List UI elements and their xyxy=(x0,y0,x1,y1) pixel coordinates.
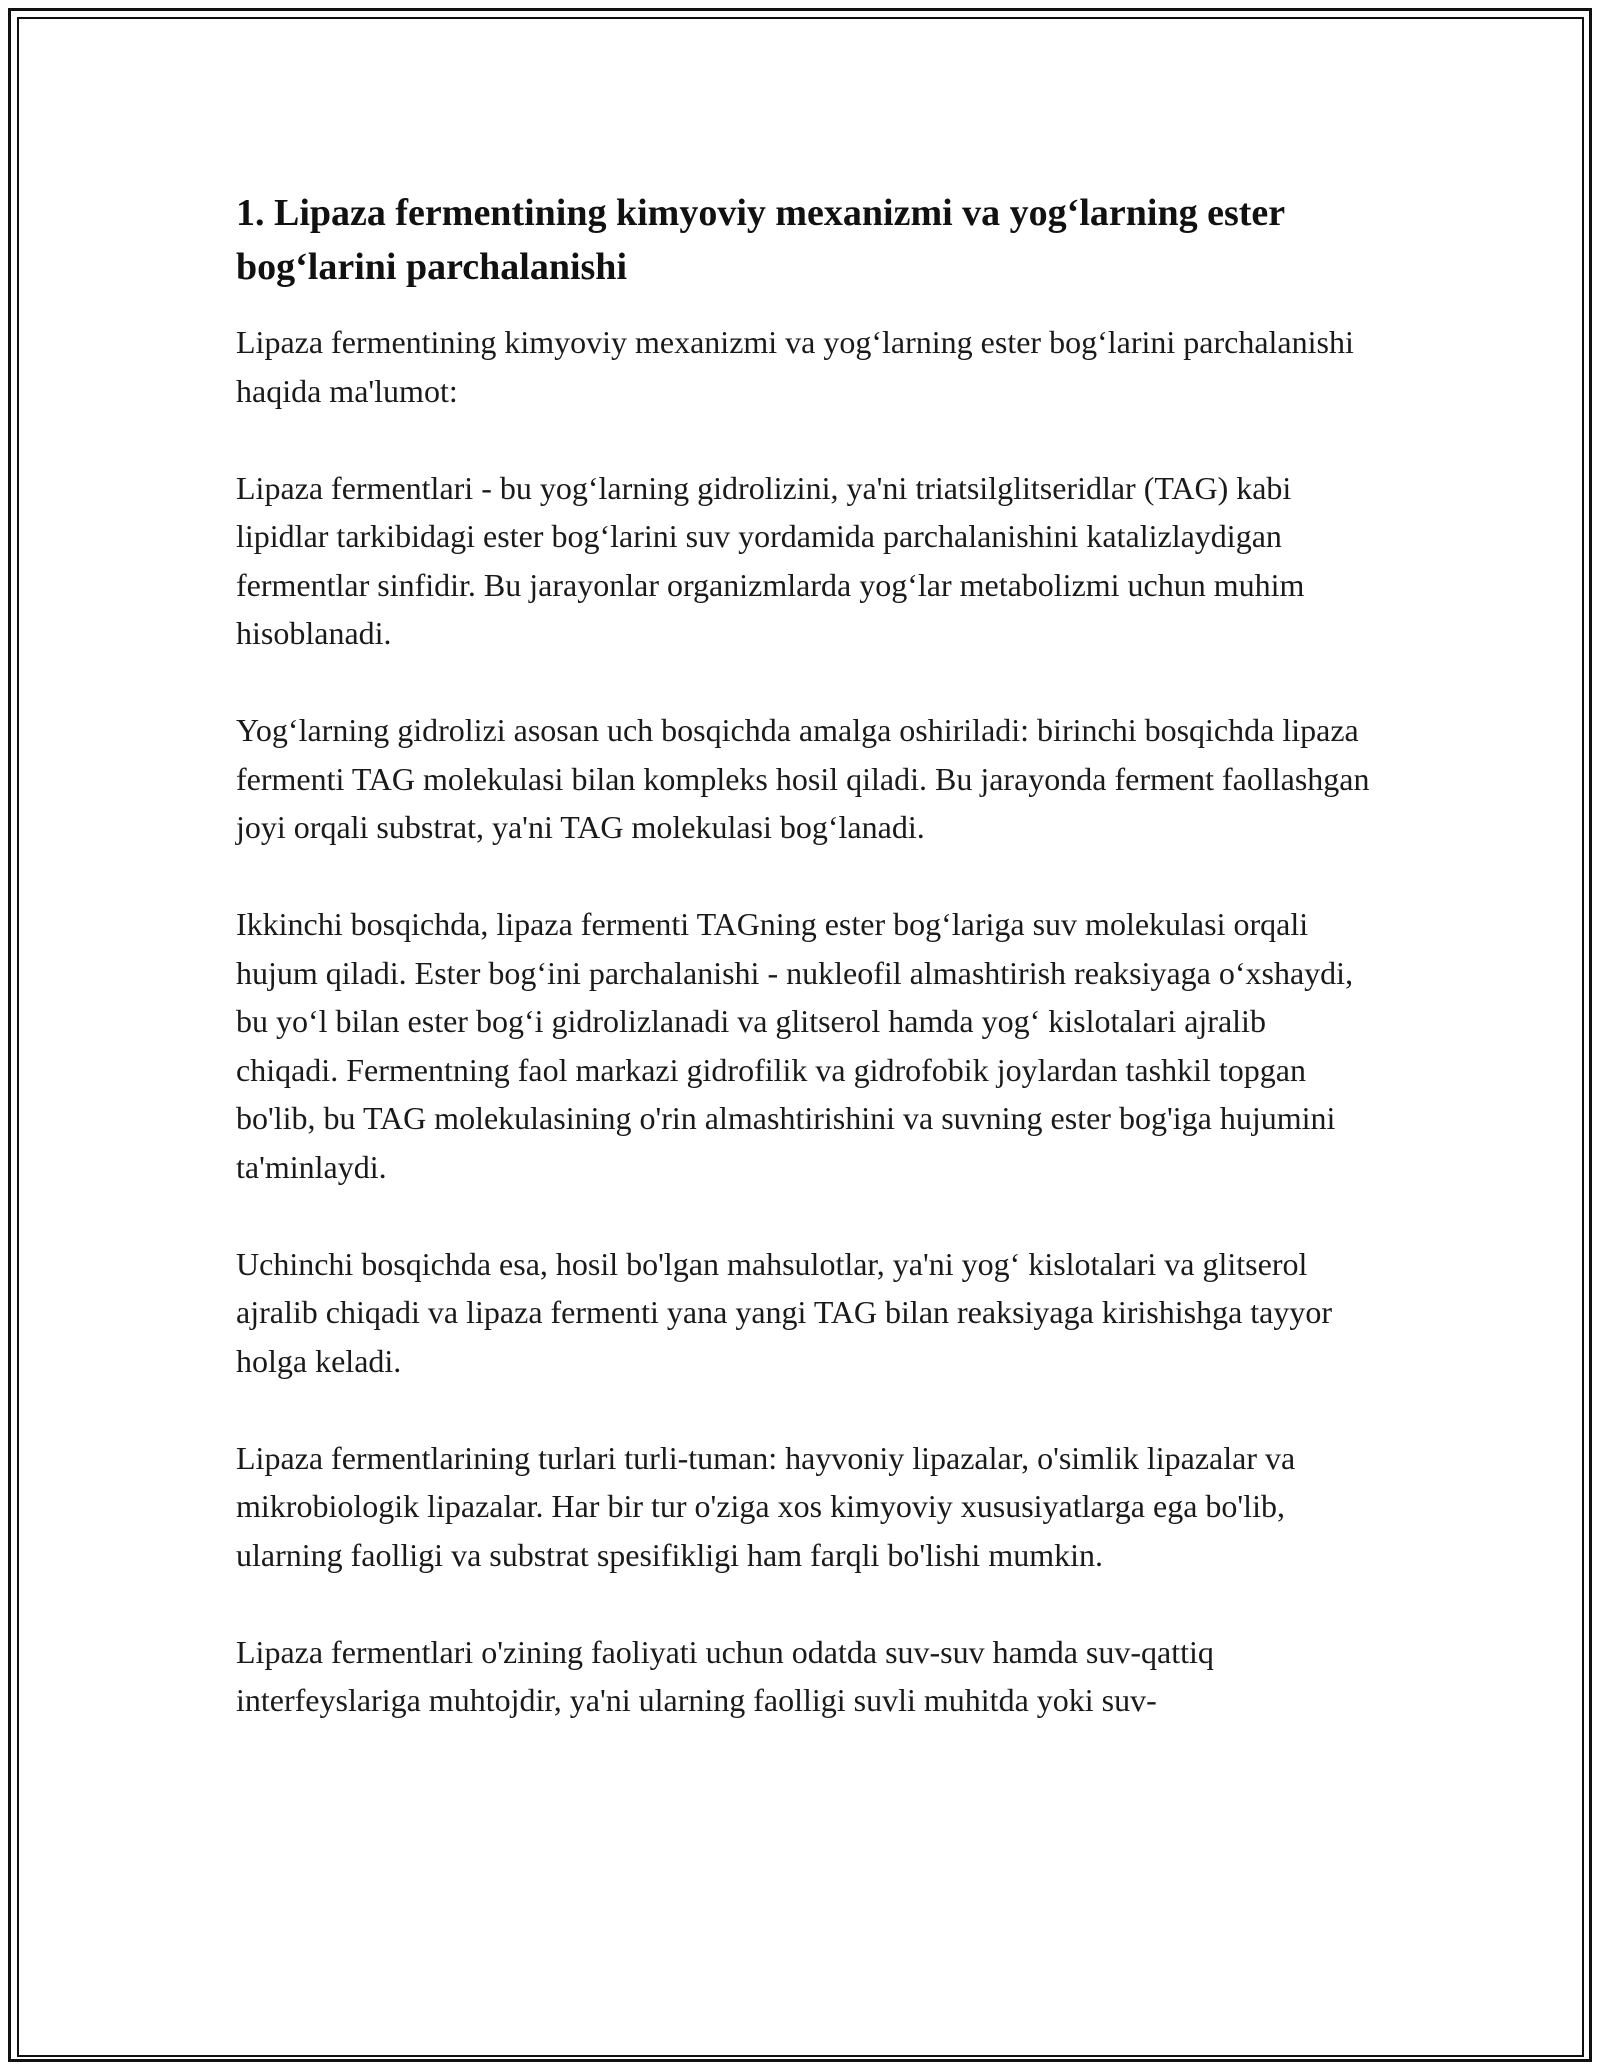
paragraph-stage-three: Uchinchi bosqichda esa, hosil bo'lgan mahsulotlar, ya'ni yog‘ kislotalari va glitserol ajralib chiqadi va lipaza fermenti yana yangi TAG bilan reaksiyaga kirishishga tayyor holga keladi. xyxy=(236,1245,1333,1379)
paragraph-stage-two: Ikkinchi bosqichda, lipaza fermenti TAGning ester bog‘lariga suv molekulasi orqali hujum qiladi. Ester bog‘ini parchalanishi - nukleofil almashtirish reaksiyaga o‘xshaydi, bu yo‘l bilan ester bog‘i gidrolizlanadi va glitserol hamda yog‘ kislotalari ajralib chiqadi. Fermentning faol markazi gidrofilik va gidrofobik joylardan tashkil topgan bo'lib, bu TAG molekulasining o'rin almashtirishini va suvning ester bog'iga hujumini ta'minlaydi. xyxy=(236,906,1354,1185)
paragraph-intro: Lipaza fermentining kimyoviy mexanizmi va yog‘larning ester bog‘larini parchalanishi haqida ma'lumot: xyxy=(236,324,1354,409)
paragraph-interfaces: Lipaza fermentlari o'zining faoliyati uchun odatda suv-suv hamda suv-qattiq interfeyslariga muhtojdir, ya'ni ularning faolligi suvli muhitda yoki suv- xyxy=(236,1633,1214,1718)
document-body xyxy=(236,186,1376,1773)
paragraph-definition: Lipaza fermentlari - bu yog‘larning gidrolizini, ya'ni triatsilglitseridlar (TAG) kabi lipidlar tarkibidagi ester bog‘larini suv yordamida parchalanishini katalizlaydigan fermentlar sinfidir. Bu jarayonlar organizmlarda yog‘lar metabolizmi uchun muhim hisoblanadi. xyxy=(236,469,1305,651)
section-title: 1. Lipaza fermentining kimyoviy mexanizmi va yog‘larning ester bog‘larini parchalanishi xyxy=(236,192,1285,288)
paragraph-lipase-types: Lipaza fermentlarining turlari turli-tuman: hayvoniy lipazalar, o'simlik lipazalar va mikrobiologik lipazalar. Har bir tur o'ziga xos kimyoviy xususiyatlarga ega bo'lib, ularning faolligi va substrat spesifikligi ham farqli bo'lishi mumkin. xyxy=(236,1439,1296,1573)
paragraph-stage-one: Yog‘larning gidrolizi asosan uch bosqichda amalga oshiriladi: birinchi bosqichda lipaza fermenti TAG molekulasi bilan kompleks hosil qiladi. Bu jarayonda ferment faollashgan joyi orqali substrat, ya'ni TAG molekulasi bog‘lanadi. xyxy=(236,712,1370,845)
